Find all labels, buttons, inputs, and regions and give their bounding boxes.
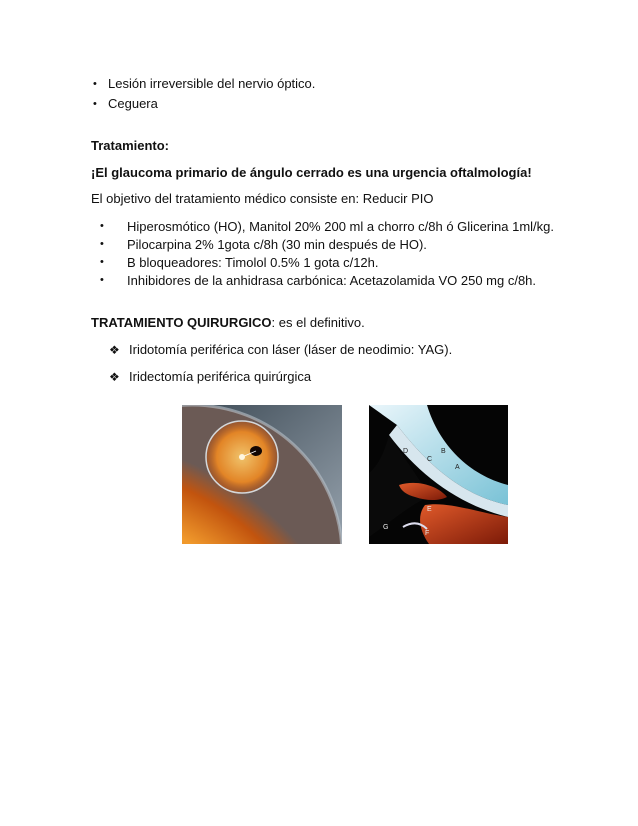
surgical-treatment-list <box>109 342 453 396</box>
urgency-statement: ¡El glaucoma primario de ángulo cerrado es una urgencia oftalmología! <box>91 165 532 180</box>
list-item: • Ceguera <box>93 96 158 111</box>
figure-label-b: B <box>441 448 446 455</box>
list-item: ❖ Iridotomía periférica con láser (láser de neodimio: YAG). <box>109 342 453 357</box>
treatment-heading: Tratamiento: <box>91 138 170 153</box>
figure-label-d: D <box>403 448 409 455</box>
figure-label-g: G <box>383 524 389 531</box>
eye-iris-image <box>182 405 342 544</box>
list-item: • Pilocarpina 2% 1gota c/8h (30 min después de HO). <box>100 237 427 252</box>
list-item: ❖ Iridectomía periférica quirúrgica <box>109 369 312 384</box>
diamond-bullet-icon: ❖ <box>109 343 120 357</box>
bullet-icon: • <box>100 238 104 250</box>
angle-anatomy-illustration <box>369 405 508 544</box>
bullet-icon: • <box>100 256 104 268</box>
bullet-icon: • <box>93 78 97 90</box>
bullet-icon: • <box>93 98 97 110</box>
bullet-icon: • <box>100 274 104 286</box>
diamond-bullet-icon: ❖ <box>109 370 120 384</box>
surgical-heading: TRATAMIENTO QUIRURGICO <box>91 315 272 330</box>
list-item: • Lesión irreversible del nervio óptico. <box>93 76 316 91</box>
list-item: • B bloqueadores: Timolol 0.5% 1 gota c/12h. <box>100 255 379 270</box>
figure-label-e: E <box>427 506 432 513</box>
figure-label-a: A <box>455 464 460 471</box>
figure-label-c: C <box>427 456 433 463</box>
surgical-treatment-line <box>91 315 365 330</box>
top-bullet-list <box>93 76 316 116</box>
list-item: • Hiperosmótico (HO), Manitol 20% 200 ml a chorro c/8h ó Glicerina 1ml/kg. <box>100 219 554 234</box>
anterior-chamber-angle-image <box>369 405 508 544</box>
figure-label-f: F <box>425 530 430 537</box>
bullet-icon: • <box>100 220 104 232</box>
treatment-objective: El objetivo del tratamiento médico consiste en: Reducir PIO <box>91 191 434 206</box>
surgical-text: : es el definitivo. <box>271 315 365 330</box>
list-item: • Inhibidores de la anhidrasa carbónica: Acetazolamida VO 250 mg c/8h. <box>100 273 537 288</box>
iridotomy-illustration <box>182 405 342 544</box>
medical-treatment-list <box>100 219 554 291</box>
